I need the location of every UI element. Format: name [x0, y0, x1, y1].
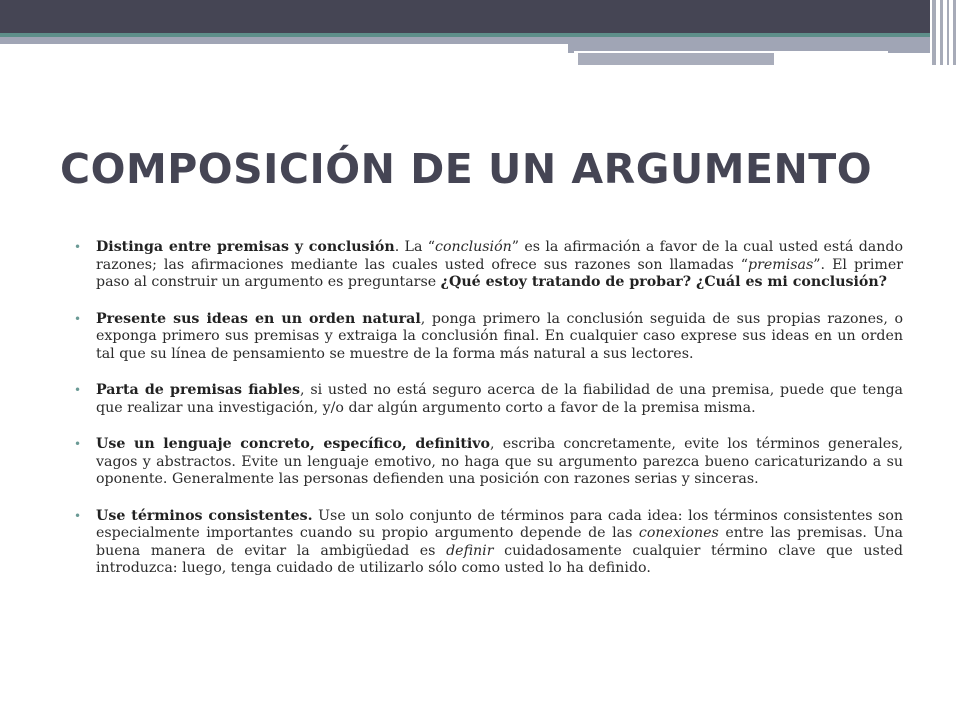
bullet-text: Use un solo conjunto de términos para cada idea: los términos consistentes son especialmente importantes cuando su propio argumento depende de las: [96, 507, 903, 541]
bullet-bold-text: ¿Qué estoy tratando de probar? ¿Cuál es mi conclusión?: [440, 274, 887, 290]
bullet-text: , escriba concretamente, evite los términos generales, vagos y abstractos. Evite un lenguaje emotivo, no haga que su argumento parezca bueno caricaturizando a su oponente. Generalmente las personas defienden una posición con razones serias y sinceras.: [96, 436, 903, 487]
bullet-text: , ponga primero la conclusión seguida de sus propias razones, o exponga primero sus premisas y extraiga la conclusión final. En cualquier caso exprese sus ideas en un orden tal que su línea de pensamiento se muestre de la forma más natural a sus lectores.: [96, 310, 904, 362]
bullet-text: . La “: [394, 239, 436, 255]
bullet-marker: •: [74, 437, 82, 451]
bullet-text: , si usted no está seguro acerca de la fiabilidad de una premisa, puede que tenga que realizar una investigación, y/o dar algún argumento corto a favor de la premisa misma.: [96, 382, 903, 416]
bullet-marker: •: [74, 311, 82, 326]
bullet-item: [74, 239, 903, 292]
header-bar: [0, 0, 930, 33]
bullet-italic-text: definir: [446, 542, 494, 559]
bullet-bold-text: Presente sus ideas en un orden natural: [96, 310, 421, 327]
bullet-bold-text: Use términos consistentes.: [96, 507, 313, 524]
bullet-italic-text: premisas: [748, 256, 814, 273]
bullet-text: entre las premisas. Una buena manera de evitar la ambigüedad es: [96, 525, 904, 559]
bullet-marker: •: [74, 383, 82, 397]
bullet-text: ”. El primer paso al construir un argumento es preguntarse: [96, 256, 903, 290]
header-gray-band-step-lower: [578, 53, 774, 65]
bullet-text: cuidadosamente cualquier término clave que usted introduzca: luego, tenga cuidado de utilizarlo sólo como usted lo ha definido.: [96, 542, 903, 576]
bullet-marker: •: [74, 240, 82, 254]
bullet-italic-text: conclusión: [435, 239, 512, 255]
bullet-bold-text: Use un lenguaje concreto, específico, definitivo: [96, 436, 491, 452]
bullet-list: [74, 239, 903, 597]
slide-title: COMPOSICIÓN DE UN ARGUMENTO: [60, 145, 873, 193]
header-right-stripes: [930, 0, 960, 65]
bullet-item: [74, 508, 903, 578]
bullet-marker: •: [74, 508, 82, 523]
bullet-bold-text: Distinga entre premisas y conclusión: [96, 239, 395, 255]
bullet-bold-text: Parta de premisas fiables: [96, 382, 301, 398]
bullet-text: ” es la afirmación a favor de la cual usted está dando razones; las afirmaciones mediante las cuales usted ofrece sus razones son llamadas “: [96, 239, 904, 273]
header-white-line: [574, 51, 888, 53]
header-gray-band: [0, 37, 930, 44]
bullet-item: [74, 382, 903, 417]
bullet-italic-text: conexiones: [638, 525, 719, 541]
bullet-item: [74, 311, 903, 364]
bullet-item: [74, 436, 903, 489]
header-white-line-lower: [778, 62, 930, 64]
